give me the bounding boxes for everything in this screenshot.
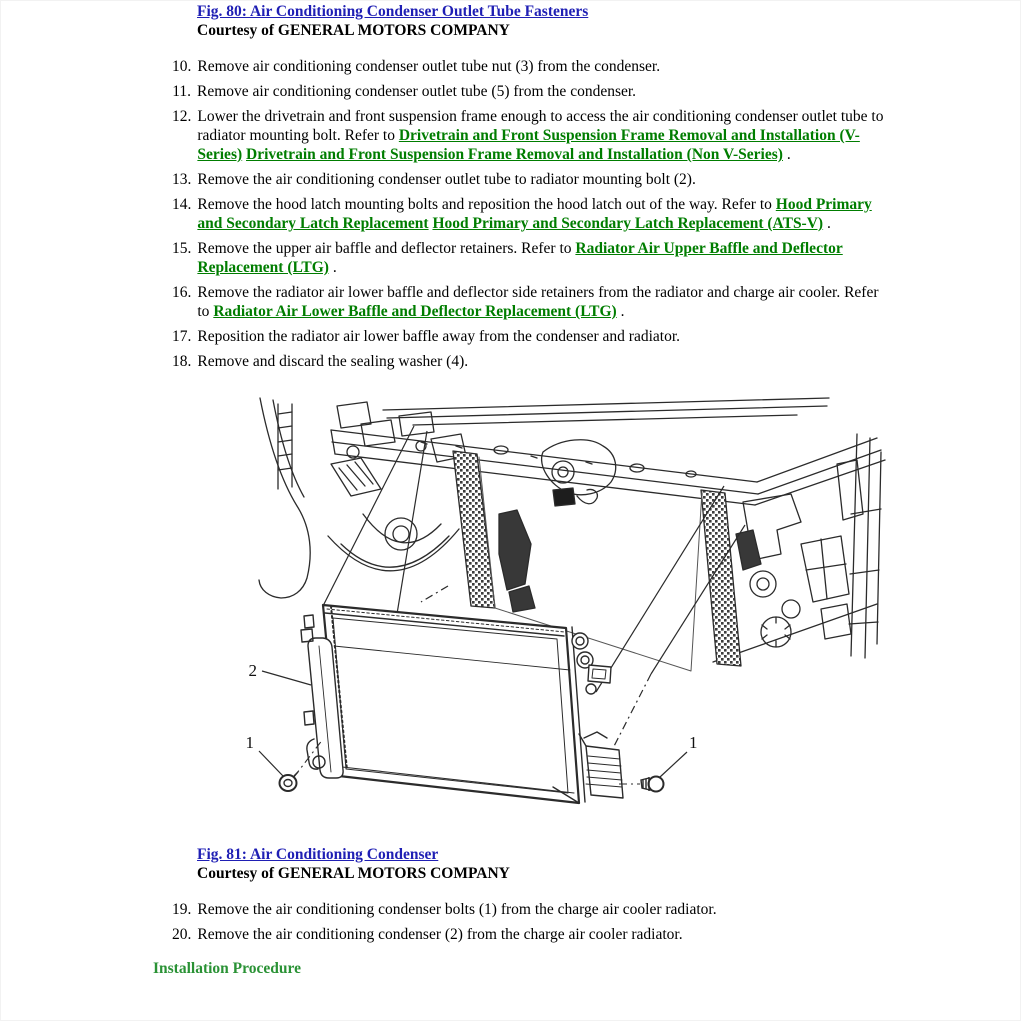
figure-81-caption-block — [197, 839, 1020, 883]
step-text: Reposition the radiator air lower baffle away from the condenser and radiator. — [197, 328, 680, 345]
step-number: 17. — [172, 328, 192, 345]
step-text: Remove the upper air baffle and deflector retainers. Refer to Radiator Air Upper Baffle and Deflector Replacement (LTG) . — [197, 240, 843, 276]
step-number: 12. — [172, 108, 192, 125]
step-number: 16. — [172, 284, 192, 301]
figure-80-link[interactable]: Fig. 80: Air Conditioning Condenser Outlet Tube Fasteners — [197, 3, 589, 20]
procedure-step — [172, 195, 887, 233]
bolt-right — [641, 777, 664, 792]
callout-1-left-label: 1 — [245, 733, 254, 752]
step-text: Remove air conditioning condenser outlet tube (5) from the condenser. — [197, 83, 637, 100]
procedure-step — [172, 107, 887, 164]
procedure-step — [172, 57, 887, 76]
reference-link[interactable]: Radiator Air Lower Baffle and Deflector Replacement (LTG) — [213, 303, 617, 320]
step-number: 10. — [172, 58, 192, 75]
figure-80-courtesy: Courtesy of GENERAL MOTORS COMPANY — [197, 22, 510, 39]
step-text: Remove the air conditioning condenser (2) from the charge air cooler radiator. — [197, 926, 683, 943]
reference-link[interactable]: Drivetrain and Front Suspension Frame Removal and Installation (V-Series) — [197, 127, 860, 163]
step-text: Remove the hood latch mounting bolts and reposition the hood latch out of the way. Refer to Hood Primary and Secondary Latch Replacement Hood Primary and Secondary Latch Replacement (ATS-V) . — [197, 196, 872, 232]
callout-2-label: 2 — [248, 661, 257, 680]
figure-81-courtesy: Courtesy of GENERAL MOTORS COMPANY — [197, 865, 510, 882]
callout-1-right-label: 1 — [689, 733, 698, 752]
step-text: Lower the drivetrain and front suspension frame enough to access the air conditioning condenser outlet tube to radiator mounting bolt. Refer to Drivetrain and Front Suspension Frame Removal and Installation (V-Series) Drivetrain and Front Suspension Frame Removal and Installation (Non V-Series) . — [197, 108, 884, 163]
reference-link[interactable]: Hood Primary and Secondary Latch Replacement (ATS-V) — [432, 215, 824, 232]
procedure-step — [172, 925, 887, 944]
figure-81-link[interactable]: Fig. 81: Air Conditioning Condenser — [197, 846, 439, 863]
procedure-step — [172, 352, 887, 371]
step-number: 18. — [172, 353, 192, 370]
reference-link[interactable]: Drivetrain and Front Suspension Frame Removal and Installation (Non V-Series) — [246, 146, 783, 163]
procedure-steps-bottom — [1, 900, 1020, 944]
step-number: 14. — [172, 196, 192, 213]
step-number: 15. — [172, 240, 192, 257]
condenser-exploded-drawing — [1, 394, 1021, 839]
step-text: Remove the air conditioning condenser outlet tube to radiator mounting bolt (2). — [197, 171, 696, 188]
procedure-step — [172, 239, 887, 277]
procedure-step — [172, 327, 887, 346]
procedure-steps-top — [1, 57, 1020, 371]
installation-procedure-heading: Installation Procedure — [153, 960, 301, 977]
procedure-step — [172, 283, 887, 321]
procedure-step — [172, 900, 887, 919]
ac-condenser-drawing — [301, 605, 623, 803]
step-text: Remove air conditioning condenser outlet tube nut (3) from the condenser. — [197, 58, 661, 75]
procedure-step — [172, 170, 887, 189]
step-number: 20. — [172, 926, 192, 943]
procedure-step — [172, 82, 887, 101]
reference-link[interactable]: Radiator Air Upper Baffle and Deflector Replacement (LTG) — [197, 240, 843, 276]
step-text: Remove the air conditioning condenser bolts (1) from the charge air cooler radiator. — [197, 901, 717, 918]
step-text: Remove the radiator air lower baffle and deflector side retainers from the radiator and charge air cooler. Refer to Radiator Air Lower Baffle and Deflector Replacement (LTG) . — [197, 284, 879, 320]
figure-81-illustration — [1, 394, 1020, 839]
step-number: 11. — [172, 83, 191, 100]
step-number: 19. — [172, 901, 192, 918]
step-text: Remove and discard the sealing washer (4). — [197, 353, 469, 370]
step-number: 13. — [172, 171, 192, 188]
reference-link[interactable]: Hood Primary and Secondary Latch Replacement — [197, 196, 872, 232]
figure-80-caption-block — [197, 1, 1020, 40]
